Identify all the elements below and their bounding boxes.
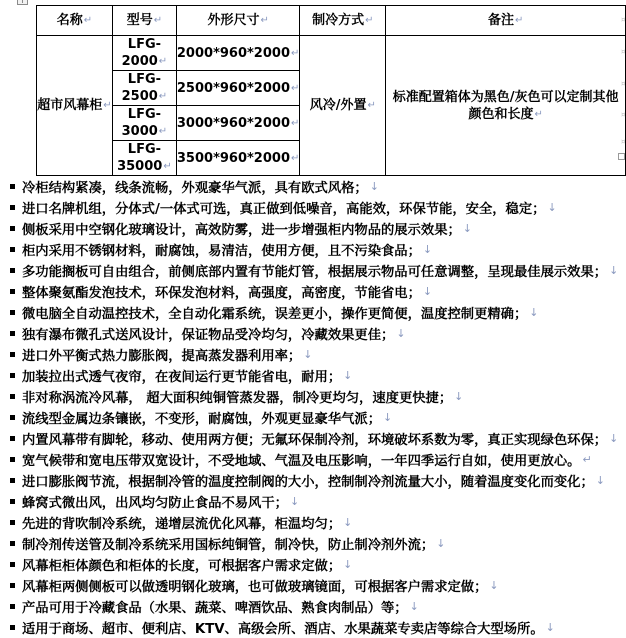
bullet-square-icon	[10, 289, 15, 294]
remark-text: 标准配置箱体为黑色/灰色可以定制其他颜色和长度	[392, 89, 619, 122]
line-break-icon: ↓	[462, 222, 473, 235]
size-cell[interactable]	[176, 71, 300, 106]
end-of-row-mark: ¤	[621, 138, 626, 146]
product-name: 超市风幕柜	[37, 98, 103, 113]
end-of-row-mark: ¤	[621, 111, 626, 119]
line-break-icon: ↓	[529, 306, 539, 319]
cell-return-icon: ↵	[291, 47, 300, 59]
cell-return-icon: ↵	[158, 126, 168, 137]
bullet-square-icon	[10, 184, 15, 189]
product-spec-table	[36, 5, 626, 176]
cell-return-icon: ↵	[158, 91, 168, 102]
size-value: 3000*960*2000	[176, 115, 290, 131]
feature-text: 非对称涡流冷风幕， 超大面积纯铜管蒸发器，制冷更均匀，速度更快捷；	[22, 391, 453, 406]
feature-item	[10, 281, 618, 302]
product-name-cell[interactable]	[37, 36, 113, 176]
line-break-icon: ↓	[289, 495, 300, 508]
model-cell[interactable]	[112, 106, 176, 141]
feature-list	[10, 176, 618, 638]
line-break-icon: ↓	[609, 264, 619, 277]
feature-text: 加装拉出式透气夜帘，在夜间运行更节能省电，耐用；	[22, 370, 342, 385]
bullet-square-icon	[10, 331, 15, 336]
feature-item	[10, 554, 618, 575]
line-break-icon: ↓	[547, 201, 557, 214]
line-break-icon: ↓	[436, 537, 446, 550]
feature-text: 产品可用于冷藏食品（水果、蔬菜、啤酒饮品、熟食肉制品）等；	[22, 601, 408, 616]
feature-text: 风幕柜柜体颜色和柜体的长度，可根据客户需求定做；	[22, 559, 342, 574]
feature-text: 多功能搁板可自由组合，前侧底部内置有节能灯管，根据展示物品可任意调整，呈现最佳展示效果；	[22, 265, 608, 280]
size-value: 2000*960*2000	[176, 45, 290, 61]
header-cooling[interactable]	[300, 6, 386, 36]
feature-item	[10, 470, 618, 491]
line-break-icon: ↓	[383, 411, 393, 424]
feature-text: 进口名牌机组，分体式/一体式可选，真正做到低噪音，高能效，环保节能，安全，稳定；	[22, 202, 546, 217]
bullet-square-icon	[10, 520, 15, 525]
feature-text: 内置风幕带有脚轮，移动、使用两方便；无氟环保制冷剂，环境破坏系数为零，真正实现绿色环保；	[22, 433, 608, 448]
cell-return-icon: ↵	[83, 15, 93, 26]
line-break-icon: ↓	[595, 474, 605, 487]
cell-return-icon: ↵	[153, 15, 163, 26]
bullet-square-icon	[10, 436, 15, 441]
bullet-square-icon	[10, 205, 15, 210]
cell-return-icon: ↵	[163, 161, 172, 172]
header-remark[interactable]	[386, 6, 626, 36]
header-model-label: 型号	[126, 13, 153, 28]
cell-return-icon: ↵	[103, 100, 112, 111]
bullet-square-icon	[10, 373, 15, 378]
feature-text: 侧板采用中空钢化玻璃设计，高效防雾，进一步增强柜内物品的展示效果；	[22, 223, 461, 238]
feature-item	[10, 617, 618, 638]
bullet-square-icon	[10, 583, 15, 588]
header-size[interactable]	[176, 6, 300, 36]
cell-return-icon: ↵	[158, 56, 168, 67]
feature-text: 适用于商场、超市、便利店、KTV、高级会所、酒店、水果蔬菜专卖店等综合大型场所。	[22, 622, 544, 637]
model-value: LFG-35000	[117, 142, 163, 174]
bullet-square-icon	[10, 394, 15, 399]
cell-return-icon: ↵	[291, 82, 300, 94]
line-break-icon: ↓	[343, 369, 353, 382]
bullet-square-icon	[10, 268, 15, 273]
bullet-square-icon	[10, 499, 15, 504]
bullet-square-icon	[10, 415, 15, 420]
feature-item	[10, 533, 618, 554]
bullet-square-icon	[10, 247, 15, 252]
bullet-square-icon	[10, 478, 15, 483]
feature-text: 风幕柜两侧侧板可以做透明钢化玻璃，也可做玻璃镜面，可根据客户需求定做；	[22, 580, 488, 595]
feature-item	[10, 302, 618, 323]
feature-item	[10, 575, 618, 596]
model-value: LFG-2000	[121, 37, 162, 69]
table-row	[37, 36, 626, 71]
cell-return-icon: ↵	[365, 15, 374, 26]
header-name-label: 名称	[56, 13, 83, 28]
bullet-square-icon	[10, 541, 15, 546]
line-break-icon: ↓	[369, 180, 379, 193]
feature-item	[10, 428, 618, 449]
header-size-label: 外形尺寸	[207, 13, 260, 28]
feature-text: 先进的背吹制冷系统，递增层流优化风幕，柜温均匀；	[22, 517, 342, 532]
header-name[interactable]	[37, 6, 113, 36]
size-cell[interactable]	[176, 36, 300, 71]
end-of-row-mark: ¤	[621, 48, 626, 56]
end-of-row-mark: ¤	[621, 80, 626, 88]
bullet-square-icon	[10, 562, 15, 567]
feature-item	[10, 344, 618, 365]
line-break-icon: ↓	[409, 600, 419, 613]
cell-return-icon: ↵	[514, 15, 524, 26]
feature-item	[10, 197, 618, 218]
header-remark-label: 备注	[487, 13, 514, 28]
line-break-icon: ↓	[545, 621, 555, 634]
line-break-icon: ↓	[422, 243, 433, 256]
header-model[interactable]	[112, 6, 176, 36]
line-break-icon: ↓	[489, 579, 499, 592]
feature-item	[10, 323, 618, 344]
feature-item	[10, 218, 618, 239]
table-resize-handle[interactable]	[618, 153, 625, 160]
size-value: 2500*960*2000	[176, 80, 290, 96]
bullet-square-icon	[10, 604, 15, 609]
feature-item	[10, 407, 618, 428]
model-cell[interactable]	[112, 36, 176, 71]
feature-item	[10, 491, 618, 512]
table-move-handle-icon[interactable]	[17, 0, 28, 5]
cell-return-icon: ↵	[367, 100, 376, 111]
cooling-cell[interactable]	[300, 36, 386, 176]
feature-item	[10, 176, 618, 197]
feature-item	[10, 260, 618, 281]
line-break-icon: ↓	[343, 516, 353, 529]
feature-text: 柜内采用不锈钢材料，耐腐蚀，易清洁，使用方便，且不污染食品；	[22, 244, 421, 259]
line-break-icon: ↓	[609, 432, 619, 445]
end-of-row-mark: ¤	[621, 16, 626, 24]
feature-item	[10, 449, 618, 470]
cell-return-icon: ↵	[291, 117, 300, 129]
bullet-square-icon	[10, 457, 15, 462]
feature-text: 进口膨胀阀节流，根据制冷管的温度控制阀的大小，控制制冷剂流量大小，随着温度变化而变化；	[22, 475, 594, 490]
model-cell[interactable]	[112, 71, 176, 106]
line-break-icon: ↓	[396, 327, 406, 340]
feature-text: 制冷剂传送管及制冷系统采用国标纯铜管，制冷快，防止制冷剂外流；	[22, 538, 435, 553]
bullet-square-icon	[10, 352, 15, 357]
feature-item	[10, 239, 618, 260]
feature-text: 冷柜结构紧凑，线条流畅，外观豪华气派，具有欧式风格；	[22, 181, 368, 196]
header-cooling-label: 制冷方式	[312, 13, 365, 28]
model-value: LFG-3000	[121, 107, 162, 139]
feature-text: 进口外平衡式热力膨胀阀，提高蒸发器利用率；	[22, 349, 302, 364]
table-header-row	[37, 6, 626, 36]
cell-return-icon: ↵	[260, 15, 269, 26]
feature-text: 流线型金属边条镶嵌，不变形，耐腐蚀，外观更显豪华气派；	[22, 412, 382, 427]
remark-cell[interactable]	[386, 36, 626, 176]
feature-item	[10, 596, 618, 617]
feature-item	[10, 386, 618, 407]
feature-text: 微电脑全自动温控技术，全自动化霜系统，误差更小，操作更简便，温度控制更精确；	[22, 307, 528, 322]
bullet-square-icon	[10, 226, 15, 231]
line-break-icon: ↓	[343, 558, 353, 571]
model-value: LFG-2500	[121, 72, 162, 104]
feature-item	[10, 365, 618, 386]
size-cell[interactable]	[176, 106, 300, 141]
feature-text: 蜂窝式微出风，出风均匀防止食品不易风干；	[22, 496, 288, 511]
bullet-square-icon	[10, 625, 15, 630]
cell-return-icon: ↵	[534, 108, 543, 120]
feature-text: 独有瀑布微孔式送风设计，保证物品受冷均匀，冷藏效果更佳；	[22, 328, 395, 343]
line-break-icon: ↵	[582, 453, 592, 466]
line-break-icon: ↓	[303, 348, 313, 361]
line-break-icon: ↓	[454, 390, 464, 403]
line-break-icon: ↓	[422, 285, 433, 298]
cooling-value: 风冷/外置	[309, 98, 367, 113]
bullet-square-icon	[10, 310, 15, 315]
feature-item	[10, 512, 618, 533]
size-value: 3500*960*2000	[176, 150, 290, 166]
cell-return-icon: ↵	[291, 152, 300, 164]
model-cell[interactable]	[112, 141, 176, 176]
feature-text: 宽气候带和宽电压带双宽设计，不受地域、气温及电压影响，一年四季运行自如，使用更放心。	[22, 454, 581, 469]
feature-text: 整体聚氨酯发泡技术，环保发泡材料，高强度，高密度，节能省电；	[22, 286, 421, 301]
size-cell[interactable]	[176, 141, 300, 176]
